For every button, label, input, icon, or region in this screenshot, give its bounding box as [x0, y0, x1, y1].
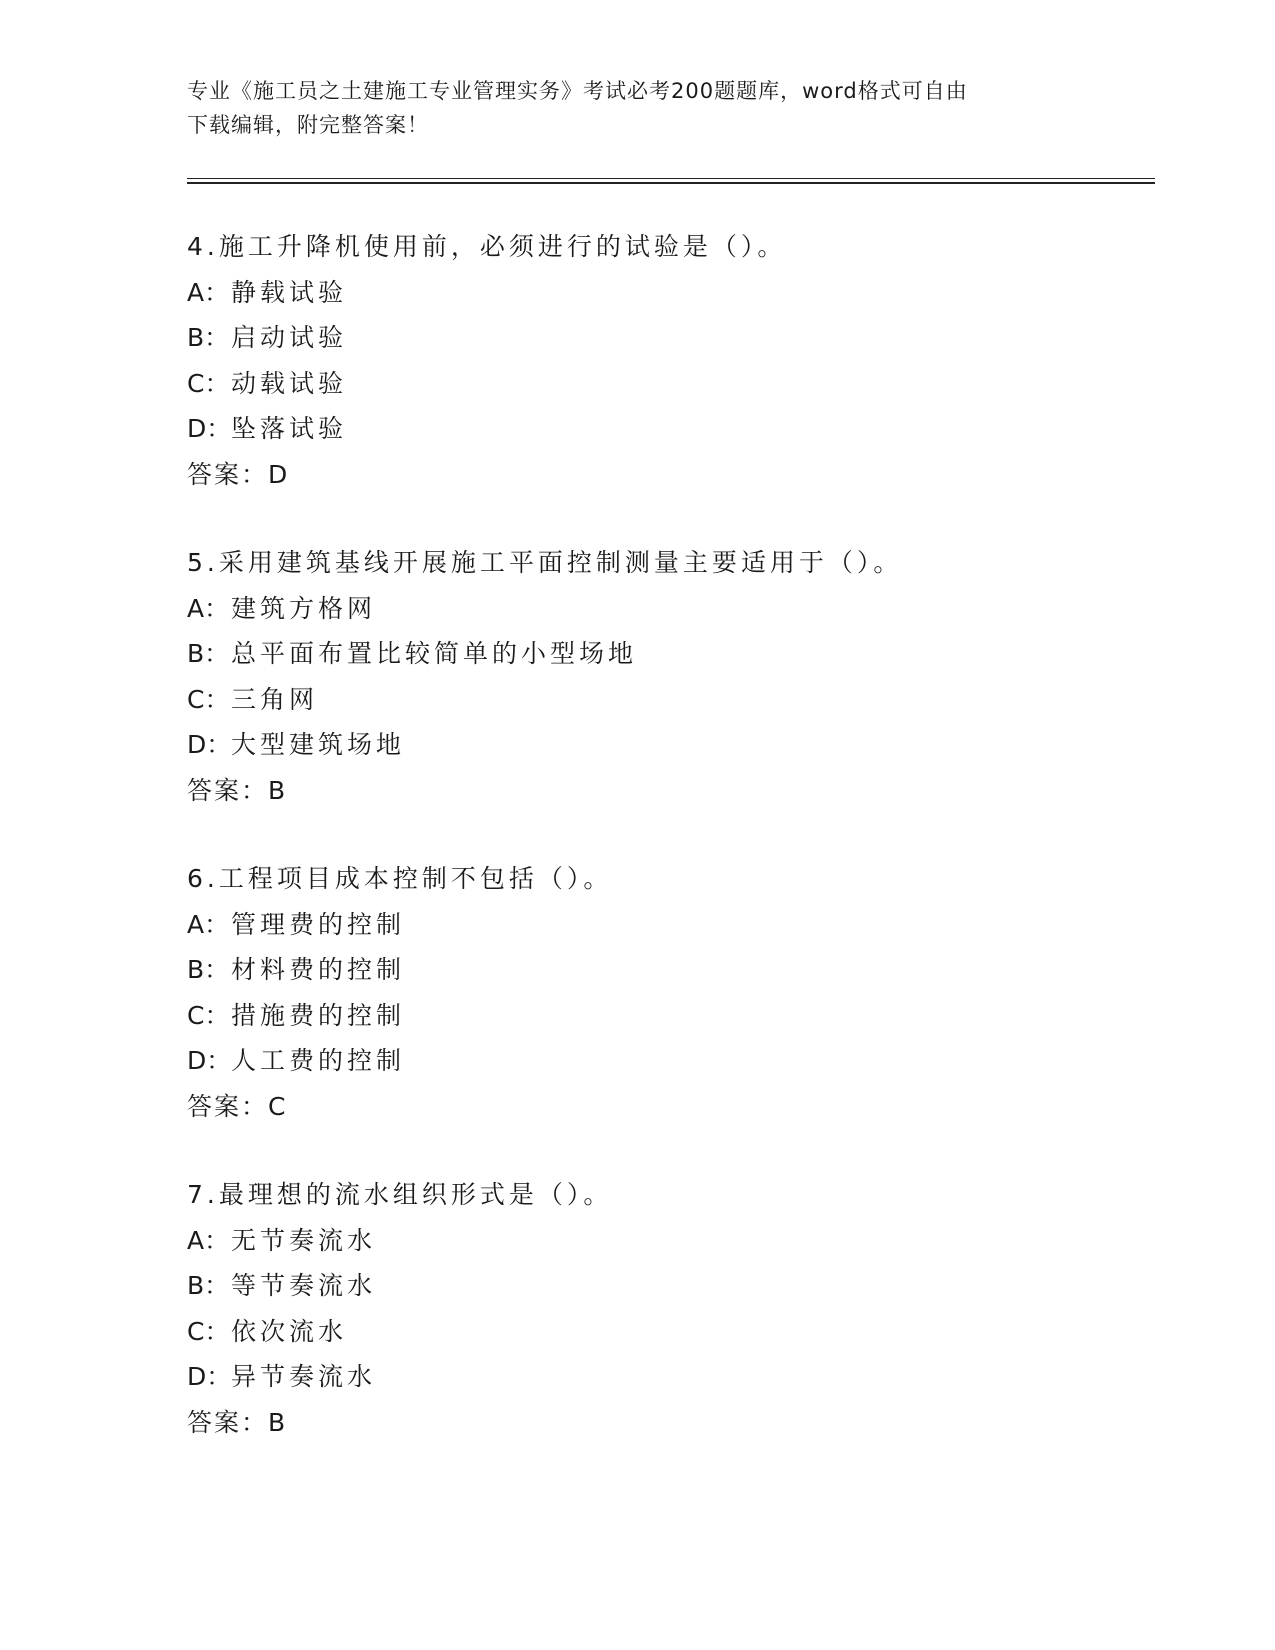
option-key: B： [187, 323, 230, 352]
answer-label: 答案： [187, 775, 269, 805]
answer-value: B [268, 1407, 286, 1437]
option-key: D： [187, 1046, 232, 1075]
header-divider-top [187, 178, 1155, 179]
option-d [187, 1038, 1167, 1084]
option-key: D： [187, 1362, 232, 1391]
option-a [187, 902, 1167, 948]
header-line-1: 专业《施工员之土建施工专业管理实务》考试必考200题题库，word格式可自由 [187, 79, 968, 103]
question-stem: 5.采用建筑基线开展施工平面控制测量主要适用于（）。 [187, 548, 903, 577]
answer-line [187, 1084, 1167, 1130]
question-stem: 4.施工升降机使用前，必须进行的试验是（）。 [187, 232, 787, 261]
option-c [187, 677, 1167, 723]
option-key: A： [187, 593, 230, 623]
answer-line [187, 1400, 1167, 1446]
answer-label: 答案： [187, 1091, 269, 1121]
option-c [187, 361, 1167, 407]
option-key: C： [187, 684, 230, 714]
question-block [187, 1172, 1167, 1445]
answer-label: 答案： [187, 1407, 269, 1437]
option-text: 措施费的控制 [231, 1000, 406, 1030]
answer-line [187, 452, 1167, 498]
option-text: 静载试验 [231, 277, 348, 307]
option-b [187, 315, 1167, 361]
question-block [187, 224, 1167, 497]
answer-label: 答案： [187, 459, 269, 489]
option-text: 建筑方格网 [231, 593, 377, 623]
option-text: 管理费的控制 [231, 909, 406, 939]
option-key: B： [187, 1271, 230, 1300]
question-stem: 6.工程项目成本控制不包括（）。 [187, 864, 613, 893]
question-block [187, 856, 1167, 1129]
option-text: 材料费的控制 [231, 955, 406, 984]
option-key: D： [187, 730, 232, 759]
option-text: 三角网 [231, 684, 319, 714]
option-text: 异节奏流水 [231, 1362, 377, 1391]
option-a [187, 586, 1167, 632]
option-d [187, 1354, 1167, 1400]
answer-line [187, 768, 1167, 814]
option-key: B： [187, 639, 230, 668]
option-key: B： [187, 955, 230, 984]
option-a [187, 1218, 1167, 1264]
option-b [187, 631, 1167, 677]
option-d [187, 406, 1167, 452]
option-key: C： [187, 368, 230, 398]
header-divider-bottom [187, 182, 1155, 184]
answer-value: C [268, 1091, 286, 1121]
option-text: 依次流水 [231, 1316, 348, 1346]
option-key: A： [187, 277, 230, 307]
option-text: 等节奏流水 [231, 1271, 377, 1300]
option-b [187, 1263, 1167, 1309]
option-a [187, 270, 1167, 316]
option-key: D： [187, 414, 232, 443]
question-stem: 7.最理想的流水组织形式是（）。 [187, 1180, 613, 1209]
option-key: C： [187, 1316, 230, 1346]
option-b [187, 947, 1167, 993]
document-header [187, 74, 1087, 142]
header-line-2: 下载编辑，附完整答案！ [187, 113, 429, 137]
answer-value: D [268, 459, 288, 489]
option-text: 总平面布置比较简单的小型场地 [231, 639, 638, 668]
option-text: 大型建筑场地 [231, 730, 406, 759]
option-d [187, 722, 1167, 768]
option-c [187, 993, 1167, 1039]
option-text: 坠落试验 [231, 414, 348, 443]
option-text: 无节奏流水 [231, 1225, 377, 1255]
option-c [187, 1309, 1167, 1355]
option-text: 动载试验 [231, 368, 348, 398]
question-block [187, 540, 1167, 813]
option-text: 人工费的控制 [231, 1046, 406, 1075]
option-text: 启动试验 [231, 323, 348, 352]
option-key: C： [187, 1000, 230, 1030]
answer-value: B [268, 775, 286, 805]
option-key: A： [187, 909, 230, 939]
option-key: A： [187, 1225, 230, 1255]
